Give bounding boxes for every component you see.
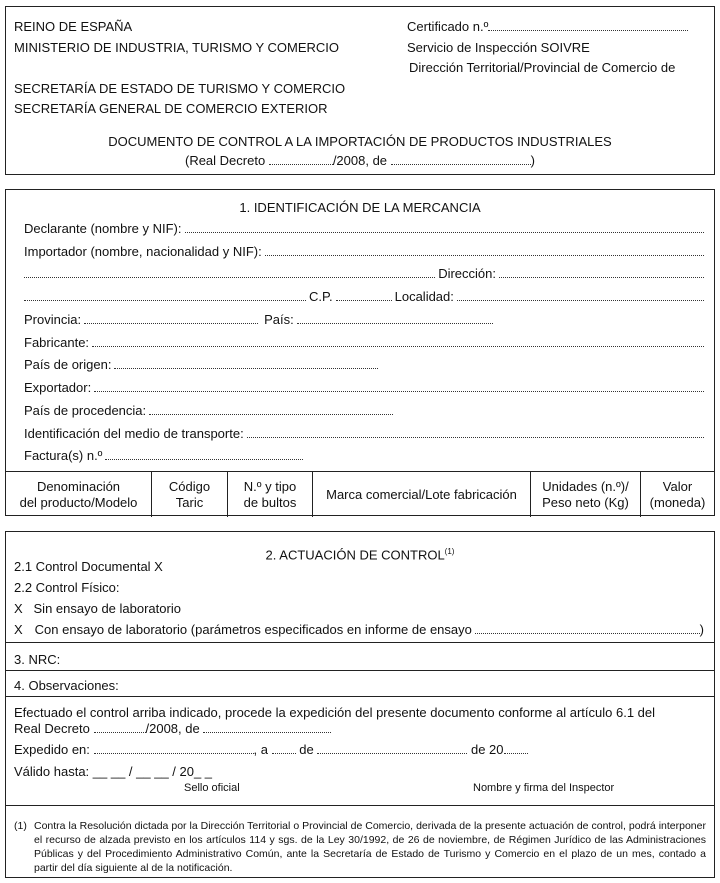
col-denominacion: Denominación del producto/Modelo bbox=[6, 472, 152, 517]
product-table-header bbox=[6, 471, 714, 517]
closing-line1: Efectuado el control arriba indicado, procede la expedición del presente documento conforme al artículo 6.1 del bbox=[14, 705, 656, 720]
control-documental: 2.1 Control Documental X bbox=[14, 559, 163, 574]
pais-dots bbox=[297, 313, 493, 324]
fabricante-label: Fabricante: bbox=[24, 335, 90, 350]
certificado-field[interactable] bbox=[407, 19, 688, 34]
rd-number-dots bbox=[269, 154, 333, 165]
declarante-label: Declarante (nombre y NIF): bbox=[24, 221, 182, 236]
cp-label: C.P. bbox=[309, 289, 333, 304]
control-fisico: 2.2 Control Físico: bbox=[14, 580, 120, 595]
closing-rd-number-dots bbox=[94, 722, 146, 733]
footnote bbox=[14, 819, 706, 875]
col-marca-lote: Marca comercial/Lote fabricación bbox=[313, 472, 531, 517]
valido-hasta[interactable]: Válido hasta: __ __ / __ __ / 20_ _ bbox=[14, 764, 213, 779]
closing-rd-year-label: /2008, de bbox=[145, 721, 200, 736]
localidad-dots bbox=[457, 290, 704, 301]
con-ensayo-label: Con ensayo de laboratorio (parámetros especificados en informe de ensayo bbox=[34, 622, 472, 637]
nrc-label[interactable]: 3. NRC: bbox=[14, 652, 61, 667]
factura-label: Factura(s) n.º bbox=[24, 448, 103, 463]
col-valor: Valor (moneda) bbox=[649, 478, 706, 510]
provincia-label: Provincia: bbox=[24, 312, 82, 327]
pais-procedencia-field[interactable] bbox=[24, 403, 704, 418]
pais-label: País: bbox=[264, 312, 294, 327]
rd-year-label: /2008, de bbox=[332, 153, 388, 168]
direccion-label: Dirección: bbox=[438, 266, 496, 281]
cp-pre-dots bbox=[24, 290, 306, 301]
con-ensayo-option[interactable] bbox=[14, 622, 704, 637]
header-box bbox=[5, 6, 715, 175]
sin-ensayo-checkbox[interactable]: X bbox=[14, 601, 23, 616]
col-bultos: N.º y tipo de bultos bbox=[228, 472, 313, 517]
section-identificacion bbox=[5, 189, 715, 516]
importador-field[interactable] bbox=[24, 244, 704, 259]
rd-date-dots bbox=[391, 154, 531, 165]
pais-origen-dots bbox=[114, 358, 378, 369]
real-decreto-line[interactable] bbox=[6, 153, 714, 168]
real-decreto-label: (Real Decreto bbox=[184, 153, 266, 168]
importador-label: Importador (nombre, nacionalidad y NIF): bbox=[24, 244, 262, 259]
expedido-a-label: , a bbox=[253, 742, 268, 757]
document-title: DOCUMENTO DE CONTROL A LA IMPORTACIÓN DE PRODUCTOS INDUSTRIALES bbox=[108, 134, 612, 149]
declarante-dots bbox=[185, 222, 705, 233]
closing-line2[interactable] bbox=[14, 721, 331, 736]
sin-ensayo-option[interactable] bbox=[14, 601, 181, 616]
col-codigo-taric: Código Taric bbox=[152, 472, 228, 517]
expedido-label: Expedido en: bbox=[14, 742, 90, 757]
divider-nrc bbox=[6, 642, 714, 643]
observaciones-label[interactable]: 4. Observaciones: bbox=[14, 678, 119, 693]
certificado-label: Certificado n.º bbox=[407, 19, 489, 34]
exportador-dots bbox=[94, 381, 704, 392]
importador-dots bbox=[265, 245, 704, 256]
direccion-field[interactable] bbox=[24, 266, 704, 281]
expedido-month-dots bbox=[317, 743, 467, 754]
expedido-year-label: de 20 bbox=[470, 742, 504, 757]
section1-title: 1. IDENTIFICACIÓN DE LA MERCANCIA bbox=[239, 200, 481, 215]
exportador-field[interactable] bbox=[24, 380, 704, 395]
pais-procedencia-dots bbox=[149, 404, 393, 415]
cp-dots bbox=[336, 290, 392, 301]
sin-ensayo-label: Sin ensayo de laboratorio bbox=[33, 601, 181, 616]
section2-note-mark: (1) bbox=[444, 547, 455, 556]
pais-procedencia-label: País de procedencia: bbox=[24, 403, 147, 418]
factura-dots bbox=[105, 449, 303, 460]
provincia-dots bbox=[84, 313, 258, 324]
direccion-dots bbox=[499, 267, 704, 278]
provincia-pais-field[interactable] bbox=[24, 312, 704, 327]
ministry-label: MINISTERIO DE INDUSTRIA, TURISMO Y COMERCIO bbox=[14, 40, 340, 55]
transporte-field[interactable] bbox=[24, 426, 704, 441]
closing-rd-date-dots bbox=[203, 722, 331, 733]
expedido-place-dots bbox=[94, 743, 254, 754]
con-ensayo-dots bbox=[475, 623, 700, 634]
direccion-territorial-label: Dirección Territorial/Provincial de Comercio de bbox=[409, 60, 676, 75]
sello-oficial: Sello oficial bbox=[184, 782, 240, 794]
divider-closing bbox=[6, 696, 714, 697]
country-label: REINO DE ESPAÑA bbox=[14, 19, 133, 34]
fabricante-dots bbox=[92, 336, 704, 347]
expedido-de-label: de bbox=[299, 742, 314, 757]
closing-rd-label: Real Decreto bbox=[14, 721, 90, 736]
localidad-label: Localidad: bbox=[394, 289, 454, 304]
footnote-text: Contra la Resolución dictada por la Dirección Territorial o Provincial de Comercio, derivada de la presente actuación de control, podrá interponer el recurso de alzada previsto en los artículos 114 y sgs. de la Ley 30/1992, de 26 de noviembre, de Régimen Jurídico de las Administraciones Públicas y del Procedimiento Administrativo Común, ante la Secretaría de Estado de Turismo y Comercio en el plazo de un mes, contado a partir del día siguiente al de la notificación. bbox=[34, 820, 706, 874]
con-ensayo-close: ) bbox=[699, 622, 704, 637]
col-unidades-peso: Unidades (n.º)/ Peso neto (Kg) bbox=[531, 472, 641, 517]
con-ensayo-checkbox[interactable]: X bbox=[14, 622, 23, 637]
certificado-dots bbox=[488, 20, 688, 31]
rd-close-paren: ) bbox=[530, 153, 535, 168]
secretaria-general-label: SECRETARÍA GENERAL DE COMERCIO EXTERIOR bbox=[14, 101, 328, 116]
pais-origen-field[interactable] bbox=[24, 357, 704, 372]
cp-localidad-field[interactable] bbox=[24, 289, 704, 304]
divider-observaciones bbox=[6, 670, 714, 671]
expedido-year-dots bbox=[504, 743, 528, 754]
direccion-pre-dots bbox=[24, 267, 435, 278]
transporte-label: Identificación del medio de transporte: bbox=[24, 426, 244, 441]
section2-title-text: 2. ACTUACIÓN DE CONTROL bbox=[265, 547, 445, 563]
footnote-mark: (1) bbox=[14, 820, 27, 832]
expedido-day-dots bbox=[272, 743, 296, 754]
divider-footnote bbox=[6, 805, 714, 806]
firma-inspector: Nombre y firma del Inspector bbox=[473, 782, 615, 794]
transporte-dots bbox=[247, 427, 704, 438]
expedido-line[interactable] bbox=[14, 742, 528, 757]
secretaria-estado-label: SECRETARÍA DE ESTADO DE TURISMO Y COMERCIO bbox=[14, 81, 346, 96]
declarante-field[interactable] bbox=[24, 221, 704, 236]
section-actuacion bbox=[5, 531, 715, 878]
exportador-label: Exportador: bbox=[24, 380, 92, 395]
factura-field[interactable] bbox=[24, 448, 704, 463]
servicio-label: Servicio de Inspección SOIVRE bbox=[407, 40, 590, 55]
pais-origen-label: País de origen: bbox=[24, 357, 112, 372]
fabricante-field[interactable] bbox=[24, 335, 704, 350]
